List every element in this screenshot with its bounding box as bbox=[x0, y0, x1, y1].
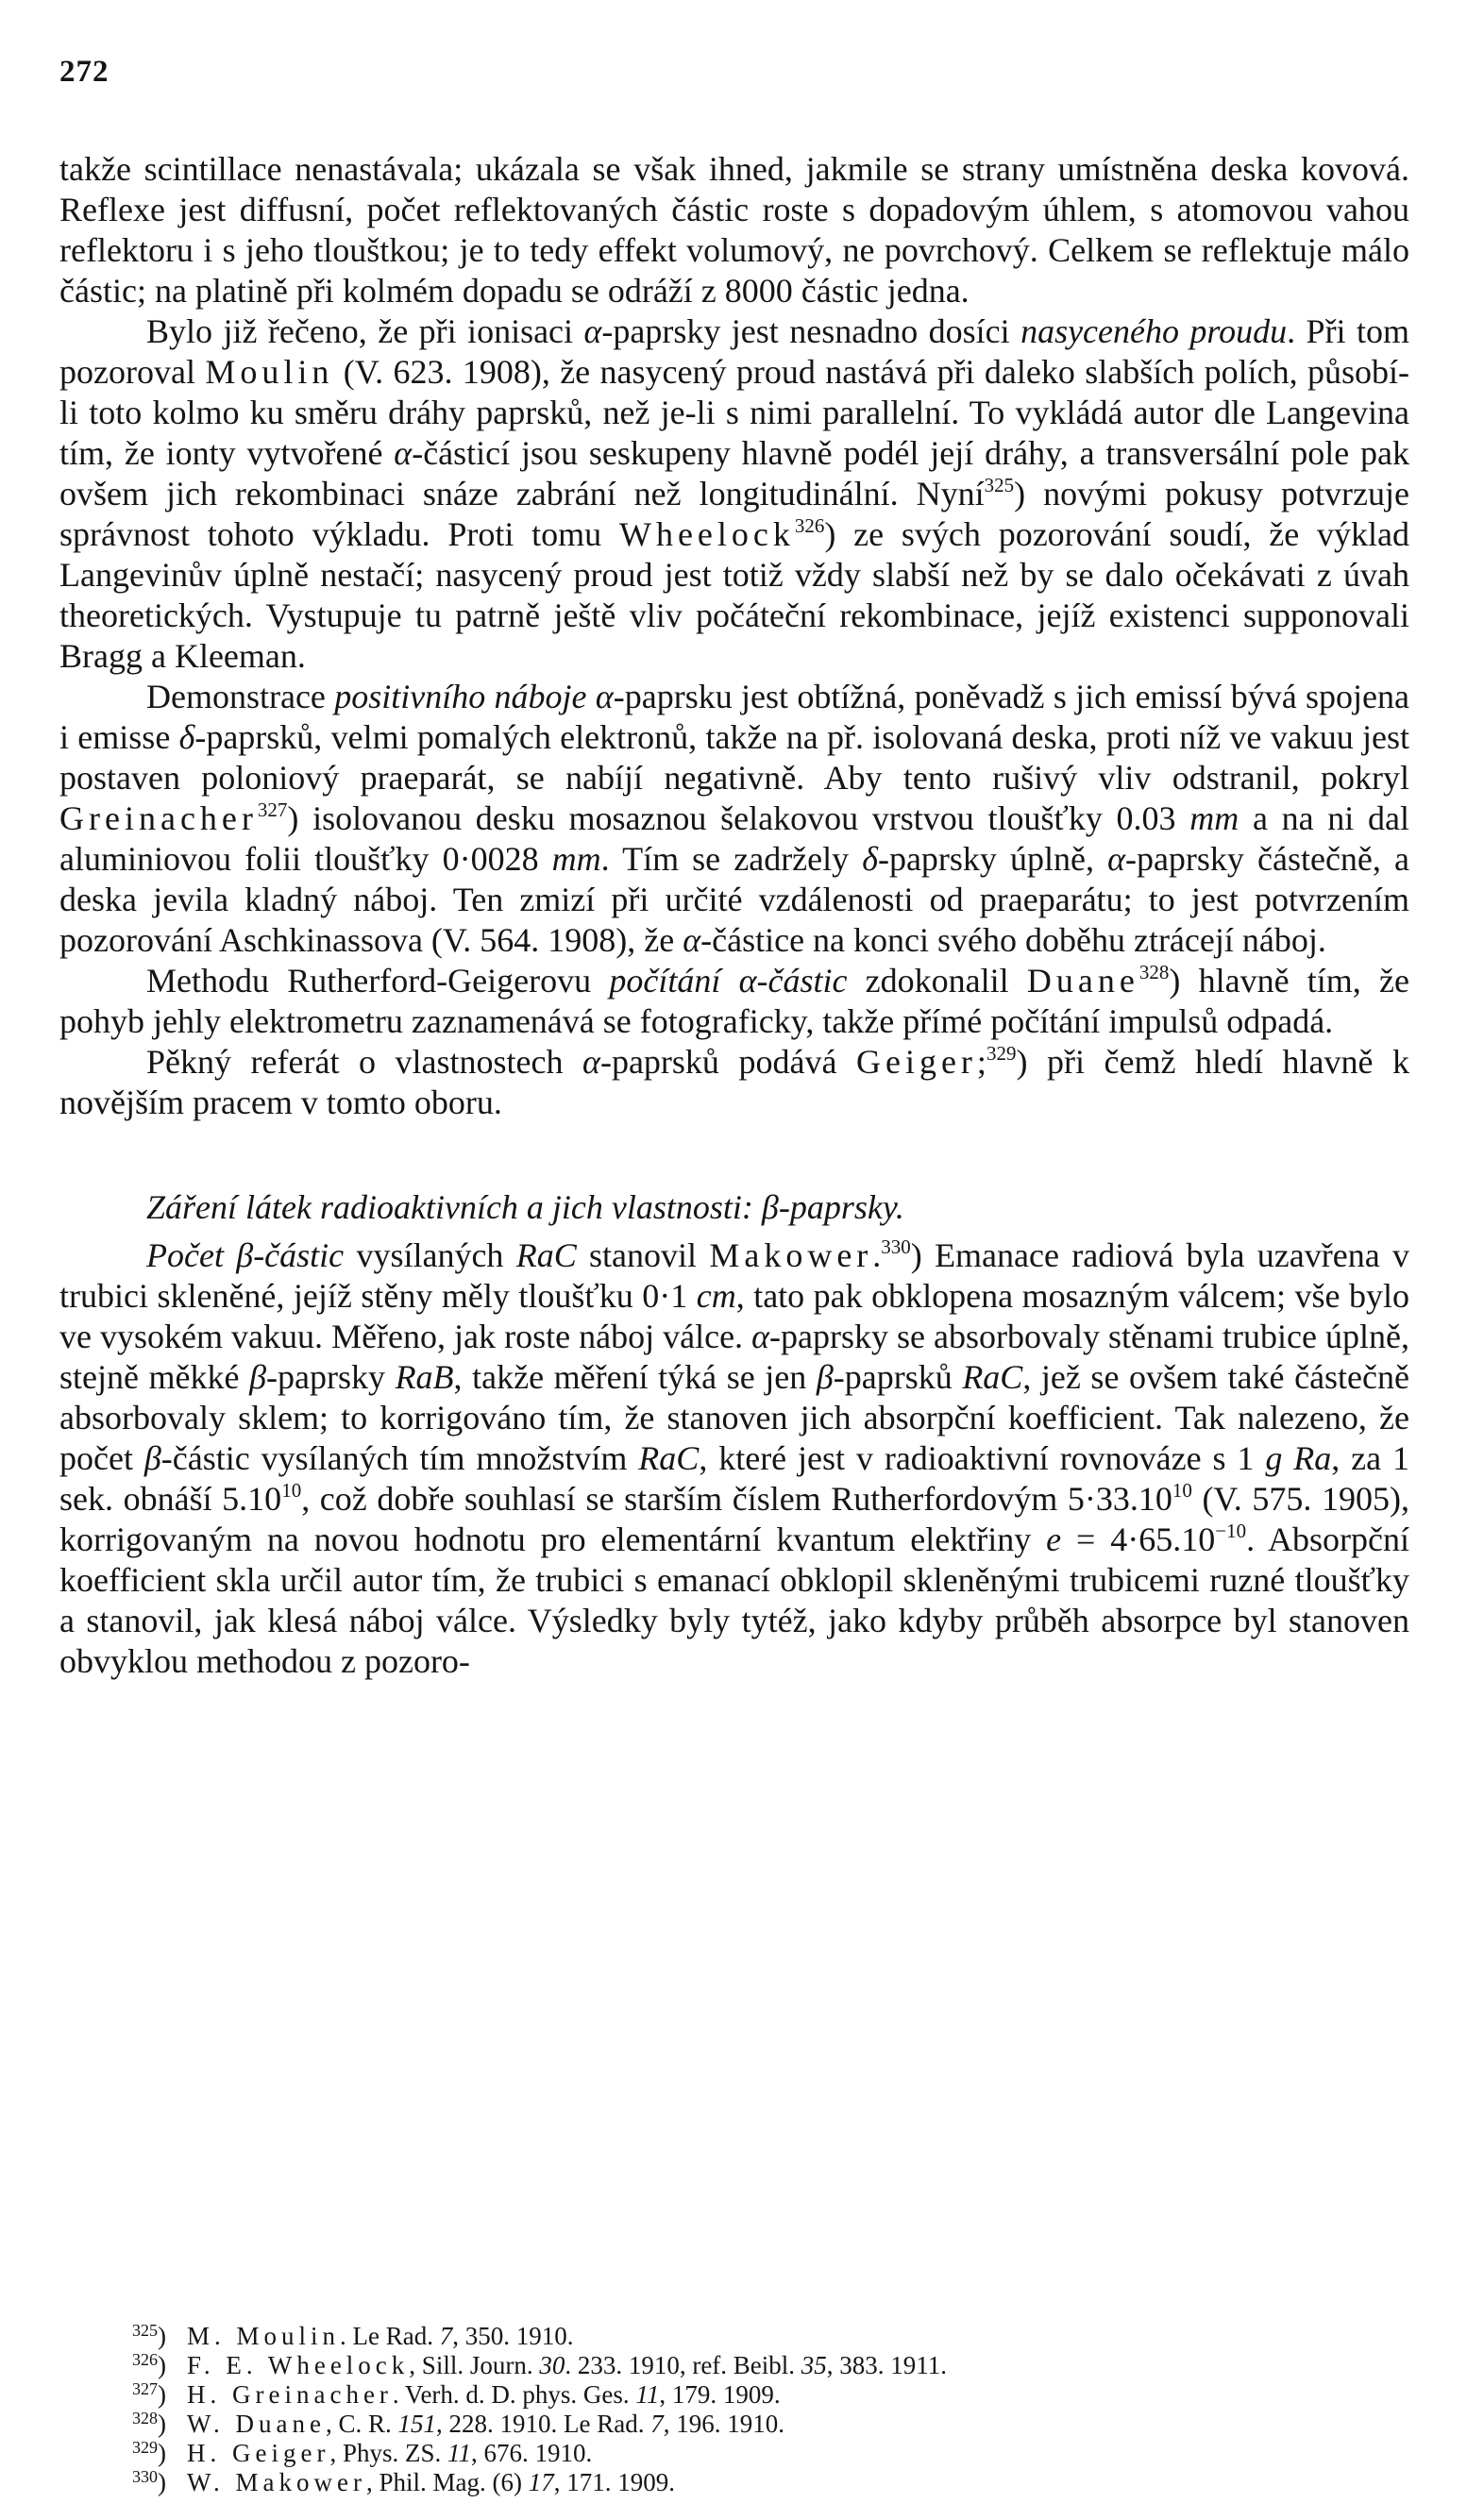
footnote-ref: 329 bbox=[986, 1042, 1017, 1065]
text-run: Pěkný referát o vlastnostech bbox=[146, 1043, 583, 1081]
footnote-mark: $^{328}$) bbox=[132, 2409, 166, 2438]
footnote-mark: $^{325}$) bbox=[132, 2321, 166, 2350]
text-run: = 4·65.10 bbox=[1061, 1520, 1216, 1558]
section-title: Záření látek radioaktivních a jich vlastnosti: bbox=[146, 1188, 762, 1226]
greek-symbol: α bbox=[583, 312, 602, 350]
paragraph-1: takže scintillace nenastávala; ukázala se však ihned, jakmile se strany umístněna deska kovová. Reflexe jest diffusní, počet reflektovaných částic roste s dopadovým úhlem, s atomovou vahou reflektoru i s jeho tlouštkou; je to tedy effekt volumový, ne povrchový. Celkem se reflektuje málo částic; na platině při kolmém dopadu se odráží z 8000 částic jedna. bbox=[59, 150, 1409, 310]
exponent: 10 bbox=[1172, 1479, 1192, 1502]
text-run: Demonstrace bbox=[146, 678, 335, 715]
footnote-author: F. E. Wheelock bbox=[187, 2351, 410, 2379]
main-text bbox=[59, 149, 1409, 1682]
footnote bbox=[132, 2322, 1416, 2351]
text-run bbox=[1282, 1439, 1293, 1477]
text-run: , 350. 1910. bbox=[452, 2322, 574, 2350]
footnote-author: H. Greinacher bbox=[187, 2380, 393, 2409]
text-run: Methodu Rutherford-Geigerovu bbox=[146, 962, 610, 1000]
greek-symbol: α bbox=[683, 921, 701, 959]
text-run: ) novými pokusy potvrzuje správnost tohoto výkladu. Proti tomu bbox=[59, 475, 1409, 553]
element-symbol: RaC bbox=[638, 1439, 700, 1477]
footnote bbox=[132, 2380, 1416, 2410]
author-name: Geiger bbox=[855, 1043, 977, 1081]
text-run: , C. R. bbox=[325, 2410, 398, 2438]
text-run: , 228. 1910. Le Rad. bbox=[436, 2410, 651, 2438]
text-run: vysílaných bbox=[344, 1236, 516, 1274]
text-run: , takže měření týká se jen bbox=[453, 1358, 817, 1396]
greek-symbol: δ bbox=[178, 718, 195, 756]
text-run: -paprsků, velmi pomalých elektronů, takže na př. isolovaná deska, proti níž ve vakuu jest postaven poloniový praeparát, se nabíjí negativně. Aby tento rušivý vliv odstranil, pokryl bbox=[59, 718, 1410, 797]
text-run: ) isolovanou desku mosaznou šelakovou vrstvou tloušťky 0.03 bbox=[287, 799, 1190, 837]
text-run: , Sill. Journ. bbox=[409, 2351, 540, 2379]
unit: g bbox=[1265, 1439, 1283, 1477]
footnote-ref: 327 bbox=[257, 798, 288, 821]
emphasis: -částic bbox=[253, 1236, 345, 1274]
text-run: -částicí jsou seskupeny hlavně podél její dráhy, a transversální pole pak ovšem jich rekombinaci snáze zabrání než longitudinální. Nyní bbox=[59, 434, 1409, 512]
greek-symbol: β bbox=[143, 1439, 161, 1477]
text-run: , 171. 1909. bbox=[553, 2468, 675, 2496]
author-name: Duane bbox=[1026, 962, 1139, 1000]
text-run: a na ni dal aluminiovou folii tloušťky 0·0028 bbox=[59, 799, 1409, 878]
text-run: -paprsky jest nesnadno dosíci bbox=[601, 312, 1021, 350]
text-run: ; bbox=[976, 1043, 986, 1081]
text-run: -paprsky bbox=[266, 1358, 396, 1396]
footnote-mark: $^{330}$) bbox=[132, 2467, 166, 2496]
text-run: zdokonalil bbox=[847, 962, 1027, 1000]
volume: 11 bbox=[447, 2439, 472, 2467]
text-run: ) ze svých pozorování soudí, že výklad Langevinův úplně nestačí; nasycený proud jest totiž vždy slabší než by se dalo očekávati z úvah theoretických. Vystupuje tu patrně ještě vliv počáteční rekombinace, jejíž existenci supponovali Bragg a Kleeman. bbox=[59, 515, 1409, 675]
text-run: , 179. 1909. bbox=[659, 2380, 781, 2409]
section-heading bbox=[59, 1187, 1409, 1228]
volume: 30 bbox=[539, 2351, 565, 2379]
author-name: Wheelock bbox=[618, 515, 795, 553]
paragraph-6 bbox=[59, 1235, 1409, 1682]
element-symbol: Ra bbox=[1293, 1439, 1332, 1477]
footnote bbox=[132, 2351, 1416, 2380]
paragraph-2 bbox=[59, 311, 1409, 677]
text-run: , Phil. Mag. (6) bbox=[365, 2468, 529, 2496]
paragraph-3 bbox=[59, 677, 1409, 961]
text-run: , které jest v radioaktivní rovnováze s 1 bbox=[699, 1439, 1266, 1477]
unit: mm bbox=[551, 840, 601, 878]
exponent: 10 bbox=[281, 1479, 302, 1502]
text-run bbox=[587, 678, 596, 715]
volume: 7 bbox=[439, 2322, 453, 2350]
text-run: -paprsky úplně, bbox=[877, 840, 1108, 878]
greek-symbol: α bbox=[595, 678, 614, 715]
footnote bbox=[132, 2468, 1416, 2497]
greek-symbol: α bbox=[1107, 840, 1125, 878]
element-symbol: RaC bbox=[515, 1236, 577, 1274]
text-run: , jež se ovšem také částečně absorbovaly sklem; to korrigováno tím, že stanoven jich absorpční koefficient. Tak nalezeno, že počet bbox=[59, 1358, 1409, 1477]
greek-symbol: β bbox=[236, 1236, 254, 1274]
text-run: , tato pak obklopena mosazným válcem; vše bylo ve vysokém vakuu. Měřeno, jak roste náboj válce. bbox=[59, 1277, 1409, 1355]
text-run: (V. 575. 1905), korrigovaným na novou hodnotu pro elementární kvantum elektřiny bbox=[59, 1480, 1409, 1558]
footnote-author: W. Duane bbox=[187, 2410, 326, 2438]
text-run: . Verh. d. D. phys. Ges. bbox=[392, 2380, 636, 2409]
footnote-author: H. Geiger bbox=[187, 2439, 330, 2467]
footnote-ref: 326 bbox=[794, 514, 825, 537]
footnote bbox=[132, 2439, 1416, 2468]
text-run: -částice na konci svého doběhu ztrácejí náboj. bbox=[700, 921, 1326, 959]
page-number: 272 bbox=[59, 55, 110, 89]
text-run: . Při tom pozoroval bbox=[59, 312, 1410, 391]
volume: 35 bbox=[801, 2351, 827, 2379]
footnote-number: 327 bbox=[132, 2379, 158, 2398]
footnote-number: 328 bbox=[132, 2409, 158, 2428]
text-run: . bbox=[872, 1236, 882, 1274]
text-run: , Phys. ZS. bbox=[329, 2439, 448, 2467]
unit: mm bbox=[1189, 799, 1239, 837]
greek-symbol: β bbox=[761, 1188, 779, 1226]
paragraph-5 bbox=[59, 1042, 1409, 1123]
footnote bbox=[132, 2410, 1416, 2439]
text-run: . Le Rad. bbox=[340, 2322, 440, 2350]
variable: e bbox=[1046, 1520, 1062, 1558]
footnote-number: 329 bbox=[132, 2438, 158, 2457]
text-run: , 196. 1910. bbox=[663, 2410, 784, 2438]
footnote-number: 325 bbox=[132, 2321, 158, 2340]
author-name: Moulin bbox=[205, 353, 334, 391]
text-run: , což dobře souhlasí se starším číslem Rutherfordovým 5·33.10 bbox=[301, 1480, 1172, 1518]
footnote-author: W. Makower bbox=[187, 2468, 366, 2496]
text-run: Bylo již řečeno, že při ionisaci bbox=[146, 312, 584, 350]
author-name: Makower bbox=[709, 1236, 873, 1274]
greek-symbol: α bbox=[751, 1318, 769, 1355]
footnotes bbox=[132, 2322, 1416, 2497]
text-run: -paprsků bbox=[833, 1358, 963, 1396]
text-run: -paprsku jest obtížná, poněvadž s jich emissí bývá spojena i emisse bbox=[59, 678, 1410, 756]
text-run: . Tím se zadržely bbox=[600, 840, 863, 878]
element-symbol: RaC bbox=[962, 1358, 1023, 1396]
text-run: (V. 623. 1908), že nasycený proud nastává při daleko slabších polích, působí-li toto kolmo ku směru dráhy paprsků, než je-li s nimi parallelní. To vykládá autor dle Langevina tím, že ionty vytvořené bbox=[59, 353, 1409, 472]
volume: 17 bbox=[528, 2468, 554, 2496]
text-run: , za 1 sek. obnáší 5.10 bbox=[59, 1439, 1409, 1518]
footnote-mark: $^{327}$) bbox=[132, 2379, 166, 2409]
volume: 11 bbox=[635, 2380, 660, 2409]
text-run: stanovil bbox=[576, 1236, 710, 1274]
text-run: ) hlavně tím, že pohyb jehly elektrometru zaznamenává se fotograficky, takže přímé počítání impulsů odpadá. bbox=[59, 962, 1409, 1040]
text-run: -paprsků podává bbox=[599, 1043, 856, 1081]
footnote-ref: 328 bbox=[1138, 961, 1170, 983]
text-run: -paprsky se absorbovaly stěnami trubice úplně, stejně měkké bbox=[59, 1318, 1410, 1396]
greek-symbol: α bbox=[582, 1043, 600, 1081]
paragraph-4 bbox=[59, 961, 1409, 1042]
greek-symbol: δ bbox=[862, 840, 878, 878]
emphasis: Počet bbox=[146, 1236, 237, 1274]
emphasis: nasyceného proudu bbox=[1020, 312, 1288, 350]
text-run: -paprsky částečně, a deska jevila kladný náboj. Ten zmizí při určité vzdálenosti od praeparátu; to jest potvrzením pozorování Aschkinassova (V. 564. 1908), že bbox=[59, 840, 1409, 959]
text-run: -částic vysílaných tím množstvím bbox=[160, 1439, 639, 1477]
text-run: . 233. 1910, ref. Beibl. bbox=[565, 2351, 801, 2379]
text-run: , 383. 1911. bbox=[826, 2351, 948, 2379]
footnote-author: M. Moulin bbox=[187, 2322, 341, 2350]
emphasis: positivního náboje bbox=[334, 678, 587, 715]
author-name: Greinacher bbox=[59, 799, 258, 837]
greek-symbol: β bbox=[249, 1358, 267, 1396]
text-run: , 676. 1910. bbox=[471, 2439, 593, 2467]
greek-symbol: α bbox=[394, 434, 413, 472]
text-run: ) při čemž hledí hlavně k novějším pracem v tomto oboru. bbox=[59, 1043, 1410, 1121]
text-run: . Absorpční koefficient skla určil autor tím, že trubici s emanací obklopil skleněnými trubicemi ruzné tloušťky a stanovil, jak klesá náboj válce. Výsledky byly tytéž, jako kdyby průběh absorpce byl stanoven obvyklou methodou z pozoro- bbox=[59, 1520, 1410, 1680]
footnote-ref: 330 bbox=[881, 1235, 911, 1258]
text-run: ) Emanace radiová byla uzavřena v trubici skleněné, jejíž stěny měly tloušťku 0·1 bbox=[59, 1236, 1409, 1315]
volume: 151 bbox=[397, 2410, 437, 2438]
greek-symbol: β bbox=[816, 1358, 834, 1396]
exponent: −10 bbox=[1215, 1520, 1247, 1542]
emphasis: počítání α-částic bbox=[609, 962, 848, 1000]
unit: cm bbox=[696, 1277, 736, 1315]
footnote-mark: $^{329}$) bbox=[132, 2438, 166, 2467]
section-title-suffix: -paprsky. bbox=[778, 1188, 904, 1226]
footnote-ref: 325 bbox=[984, 474, 1015, 496]
footnote-number: 330 bbox=[132, 2467, 158, 2486]
volume: 7 bbox=[650, 2410, 664, 2438]
footnote-number: 326 bbox=[132, 2350, 158, 2369]
footnote-mark: $^{326}$) bbox=[132, 2350, 166, 2379]
element-symbol: RaB bbox=[395, 1358, 454, 1396]
